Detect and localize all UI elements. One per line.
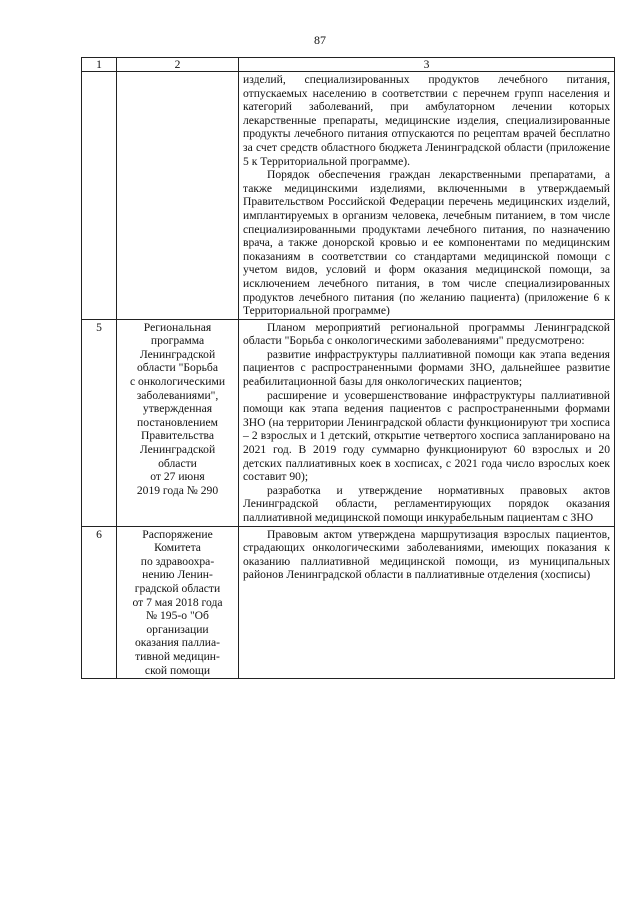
document-table xyxy=(81,57,615,679)
table-row-5 xyxy=(82,319,615,526)
table-row-6 xyxy=(82,526,615,679)
row-number: 5 xyxy=(82,319,117,526)
row-cont-content xyxy=(239,72,615,320)
table-header-row xyxy=(82,58,615,72)
header-col-3: 3 xyxy=(239,58,615,72)
paragraph: Планом мероприятий региональной программы Ленинградской области "Борьба с онкологическими заболеваниями" предусмотрено: xyxy=(243,320,610,348)
header-col-2: 2 xyxy=(117,58,239,72)
paragraph: разработка и утверждение нормативных правовых актов Ленинградской области, регламентирующих порядок оказания паллиативной медицинской помощи инкурабельным пациентам с ЗНО xyxy=(243,483,610,524)
page-number: 87 xyxy=(314,33,326,47)
document-name: Региональная программа Ленинградской области "Борьба с онкологическими заболеваниями", утвержденная постановлением Правительства Ленинградской области от 27 июня 2019 года № 290 xyxy=(117,319,239,526)
row-cont-doc xyxy=(117,72,239,320)
paragraph: изделий, специализированных продуктов лечебного питания, отпускаемых населению в соответствии с перечнем групп населения и категорий заболеваний, при амбулаторном лечении которых лекарственные препараты, медицинские изделия, специализированные продукты лечебного питания отпускаются по рецептам врачей бесплатно за счет средств областного бюджета Ленинградской области (приложение 5 к Территориальной программе). xyxy=(243,73,610,168)
document-name: Распоряжение Комитета по здравоохра- нению Ленин- градской области от 7 мая 2018 года № 195-о "Об организации оказания паллиа- тивной медицин- ской помощи xyxy=(117,526,239,679)
row-number: 6 xyxy=(82,526,117,679)
row-cont-num xyxy=(82,72,117,320)
header-col-1: 1 xyxy=(82,58,117,72)
table-row-continued xyxy=(82,72,615,320)
paragraph: развитие инфраструктуры паллиативной помощи как этапа ведения пациентов с распространенными формами ЗНО, дальнейшее развитие реабилитационной базы для онкологических пациентов; xyxy=(243,347,610,389)
row-5-content xyxy=(239,319,615,526)
paragraph: расширение и усовершенствование инфраструктуры паллиативной помощи как этапа ведения пациентов с распространенными формами ЗНО (на территории Ленинградской области функционируют три хосписа – 2 взрослых и 1 детский, открытие четвертого хосписа запланировано на 2021 год. В 2019 году суммарно функционируют 60 взрослых и 20 детских паллиативных коек в хосписах, с 2021 года число взрослых коек составит 90); xyxy=(243,388,610,484)
row-6-content xyxy=(239,526,615,679)
paragraph: Порядок обеспечения граждан лекарственными препаратами, а также медицинскими изделиями, включенными в утверждаемый Правительством Российской Федерации перечень медицинских изделий, имплантируемых в организм человека, лечебным питанием, в том числе специализированными продуктами лечебного питания, по назначению врача, а также донорской кровью и ее компонентами по медицинским показаниям в соответствии со стандартами медицинской помощи с учетом видов, условий и форм оказания медицинской помощи, за исключением лечебного питания, в том числе специализированных продуктов лечебного питания (по желанию пациента) (приложение 6 к Территориальной программе) xyxy=(243,168,610,318)
paragraph: Правовым актом утверждена маршрутизация взрослых пациентов, страдающих онкологическими заболеваниями, имеющих показания к оказанию паллиативной медицинской помощи, из муниципальных районов Ленинградской области в паллиативные отделения (хосписы) xyxy=(243,527,610,582)
